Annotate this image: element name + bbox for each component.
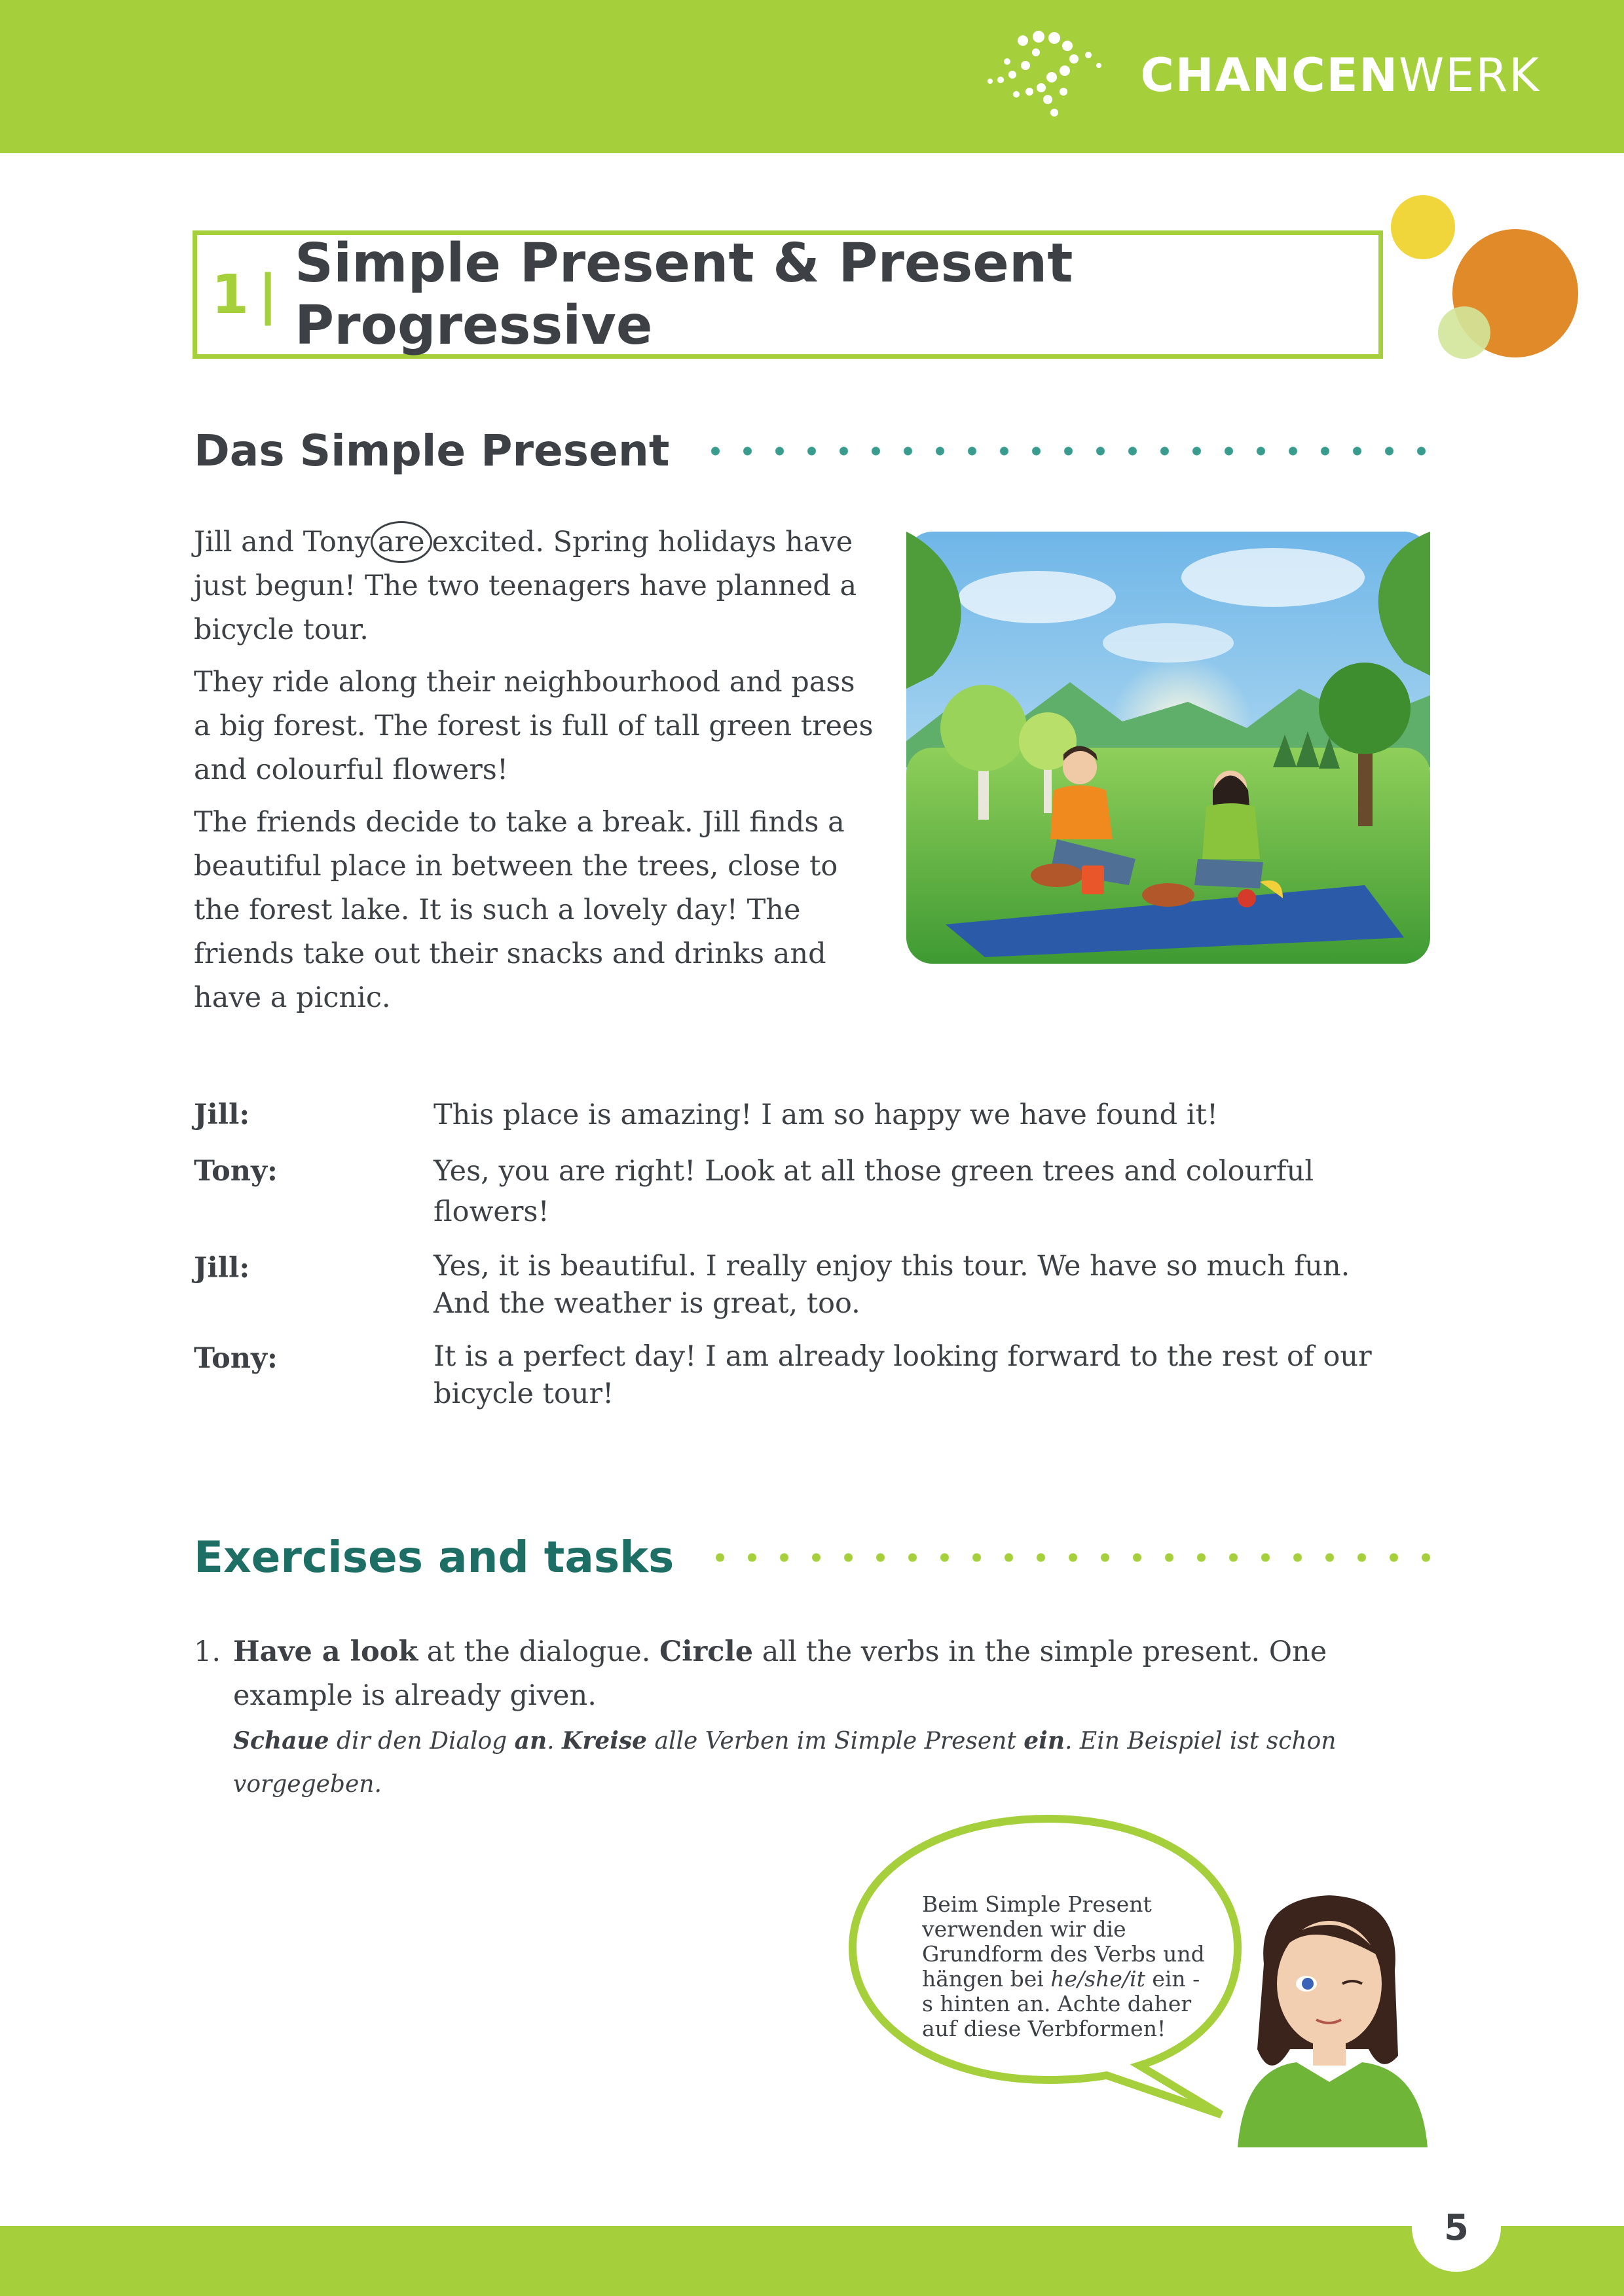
task-number: 1.	[194, 1635, 221, 1668]
footer-bar	[0, 2226, 1624, 2296]
chapter-separator: |	[258, 263, 278, 326]
girl-character-illustration	[1218, 1886, 1441, 2147]
speaker-name: Jill:	[194, 1252, 250, 1285]
picnic-illustration	[906, 532, 1430, 964]
dialogue-row	[194, 1248, 1373, 1322]
task-instruction-de: Schaue dir den Dialog an. Kreise alle Verben im Simple Present ein. Ein Beispiel ist schon vorgegeben.	[233, 1727, 1337, 1798]
story-paragraph: The friends decide to take a break. Jill finds a beautiful place in between the trees, close to the forest lake. It is such a lovely day! The friends take out their snacks and drinks and have a picnic.	[194, 806, 845, 1014]
speaker-name: Jill:	[194, 1099, 250, 1131]
brand-logo	[984, 26, 1540, 124]
dialogue-row	[194, 1095, 1373, 1135]
chapter-number: 1	[212, 263, 249, 326]
dotted-divider	[704, 1553, 1431, 1562]
chapter-title-text: Simple Present & Present Progressive	[295, 232, 1073, 357]
story-paragraph: They ride along their neighbourhood and pass a big forest. The forest is full of tall green trees and colourful flowers!	[194, 666, 874, 786]
dialogue-line: This place is amazing! I am so happy we have found it!	[434, 1099, 1219, 1131]
dotted-divider	[699, 446, 1431, 456]
decor-circle-lime	[1438, 306, 1490, 359]
task-instruction	[233, 1630, 1438, 1806]
dialogue	[194, 1095, 1373, 1429]
section-heading-simple-present	[194, 426, 1431, 476]
header-bar	[0, 0, 1624, 153]
speech-bubble-text: Beim Simple Present verwenden wir die Grundform des Verbs und hängen bei he/she/it ein -s hinten an. Achte daher auf diese Verbformen!	[922, 1891, 1205, 2041]
dots-logo-icon	[984, 26, 1128, 124]
dialogue-line: Yes, you are right! Look at all those green trees and colourful flowers!	[434, 1155, 1314, 1228]
task-item	[194, 1630, 1438, 1806]
dialogue-row	[194, 1151, 1373, 1232]
circled-example-verb: are	[371, 521, 432, 563]
speaker-name: Tony:	[194, 1155, 278, 1188]
decor-circle-yellow	[1391, 195, 1455, 259]
story-paragraph: Jill and Tony are excited. Spring holidays have just begun! The two teenagers have planned a bicycle tour.	[194, 520, 875, 652]
section-title: Exercises and tasks	[194, 1532, 674, 1582]
story-text	[194, 520, 875, 1029]
chapter-title	[193, 230, 1383, 359]
brand-wordmark: CHANCENWERK	[1140, 48, 1540, 102]
section-title: Das Simple Present	[194, 426, 670, 476]
page-number: 5	[1412, 2183, 1501, 2272]
speaker-name: Tony:	[194, 1342, 278, 1375]
dialogue-row	[194, 1338, 1373, 1413]
section-heading-exercises	[194, 1532, 1431, 1582]
dialogue-line: It is a perfect day! I am already looking forward to the rest of our bicycle tour!	[434, 1340, 1372, 1410]
dialogue-line: Yes, it is beautiful. I really enjoy this tour. We have so much fun. And the weather is great, too.	[434, 1250, 1350, 1320]
task-instruction-en: Have a look at the dialogue. Circle all the verbs in the simple present. One example is already given.	[233, 1635, 1327, 1712]
